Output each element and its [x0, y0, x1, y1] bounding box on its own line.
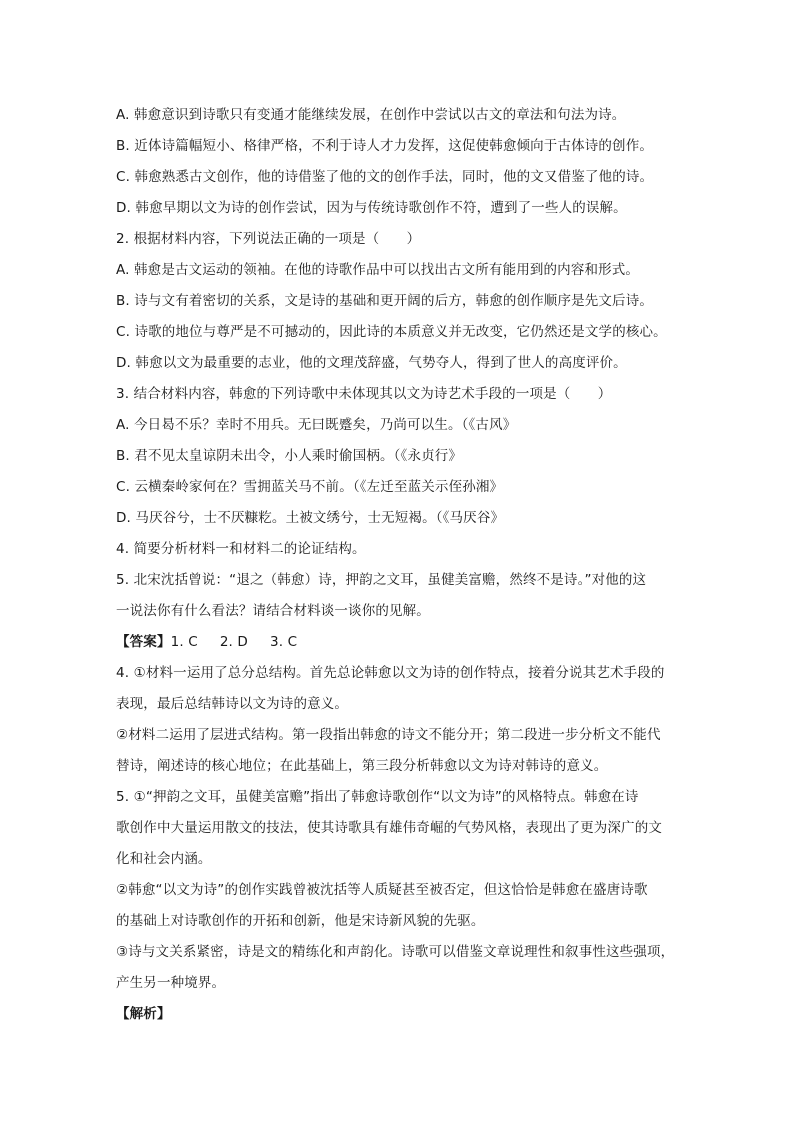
answer-3: 3. C: [269, 634, 298, 650]
q3-option-d: D. 马厌谷兮，士不厌糠籺。土被文绣兮，士无短褐。（《马厌谷》: [116, 510, 505, 526]
a4-line: ②材料二运用了层进式结构。第一段指出韩愈的诗文不能分开；第二段进一步分析文不能代: [116, 727, 661, 743]
q5-stem-line-2: 一说法你有什么看法？请结合材料谈一谈你的见解。: [116, 603, 430, 619]
q3-option-a: A. 今日曷不乐？幸时不用兵。无曰既蹙矣，乃尚可以生。（《古风》: [116, 417, 517, 433]
answer-2: 2. D: [219, 634, 248, 650]
document-page: [116, 100, 682, 1030]
q2-option-a: A. 韩愈是古文运动的领袖。在他的诗歌作品中可以找出古文所有能用到的内容和形式。: [116, 262, 640, 278]
a5-line: 歌创作中大量运用散文的技法，使其诗歌具有雄伟奇崛的气势风格，表现出了更为深广的文: [116, 820, 662, 836]
q2-option-d: D. 韩愈以文为最重要的志业，他的文理茂辞盛，气势夺人，得到了世人的高度评价。: [116, 355, 627, 371]
a4-line: 替诗，阐述诗的核心地位；在此基础上，第三段分析韩愈以文为诗对韩诗的意义。: [116, 758, 608, 774]
q5-stem-line-1: 5. 北宋沈括曾说：“退之（韩愈）诗，押韵之文耳，虽健美富赡，然终不是诗。”对他的这: [116, 572, 647, 588]
a5-line: 化和社会内涵。: [116, 851, 212, 867]
q3-stem: 3. 结合材料内容，韩愈的下列诗歌中未体现其以文为诗艺术手段的一项是（ ）: [116, 386, 612, 402]
answer-1: 1. C: [170, 634, 198, 650]
a4-line: 4. ①材料一运用了总分总结构。首先总论韩愈以文为诗的创作特点，接着分说其艺术手段的: [116, 665, 665, 681]
a5-line: ②韩愈“以文为诗”的创作实践曾被沈括等人质疑甚至被否定，但这恰恰是韩愈在盛唐诗歌: [116, 882, 648, 898]
q2-stem: 2. 根据材料内容，下列说法正确的一项是（ ）: [116, 231, 421, 247]
q2-option-c: C. 诗歌的地位与尊严是不可撼动的，因此诗的本质意义并无改变，它仍然还是文学的核心。: [116, 324, 667, 340]
a5-line: 的基础上对诗歌创作的开拓和创新，他是宋诗新风貌的先驱。: [116, 913, 485, 929]
q3-option-b: B. 君不见太皇谅阴未出令，小人乘时偷国柄。（《永贞行》: [116, 448, 463, 464]
q4-stem: 4. 简要分析材料一和材料二的论证结构。: [116, 541, 366, 557]
q1-option-a: A. 韩愈意识到诗歌只有变通才能继续发展，在创作中尝试以古文的章法和句法为诗。: [116, 107, 626, 123]
a4-line: 表现，最后总结韩诗以文为诗的意义。: [116, 696, 349, 712]
q3-option-c: C. 云横秦岭家何在？雪拥蓝关马不前。（《左迁至蓝关示侄孙湘》: [116, 479, 504, 495]
answer-row: [116, 627, 682, 658]
a5-line: 产生另一种境界。: [116, 975, 226, 991]
q2-option-b: B. 诗与文有着密切的关系，文是诗的基础和更开阔的后方，韩愈的创作顺序是先文后诗。: [116, 293, 653, 309]
a5-line: ③诗与文关系紧密，诗是文的精练化和声韵化。诗歌可以借鉴文章说理性和叙事性这些强项，: [116, 944, 675, 960]
q1-option-b: B. 近体诗篇幅短小、格律严格，不利于诗人才力发挥，这促使韩愈倾向于古体诗的创作。: [116, 138, 653, 154]
a5-line: 5. ①“押韵之文耳，虽健美富赡”指出了韩愈诗歌创作“以文为诗”的风格特点。韩愈在诗: [116, 789, 639, 805]
analysis-label: 【解析】: [116, 1006, 171, 1022]
q1-option-c: C. 韩愈熟悉古文创作，他的诗借鉴了他的文的创作手法，同时，他的文又借鉴了他的诗。: [116, 169, 654, 185]
q1-option-d: D. 韩愈早期以文为诗的创作尝试，因为与传统诗歌创作不符，遭到了一些人的误解。: [116, 200, 627, 216]
answer-label: 【答案】: [116, 634, 171, 650]
